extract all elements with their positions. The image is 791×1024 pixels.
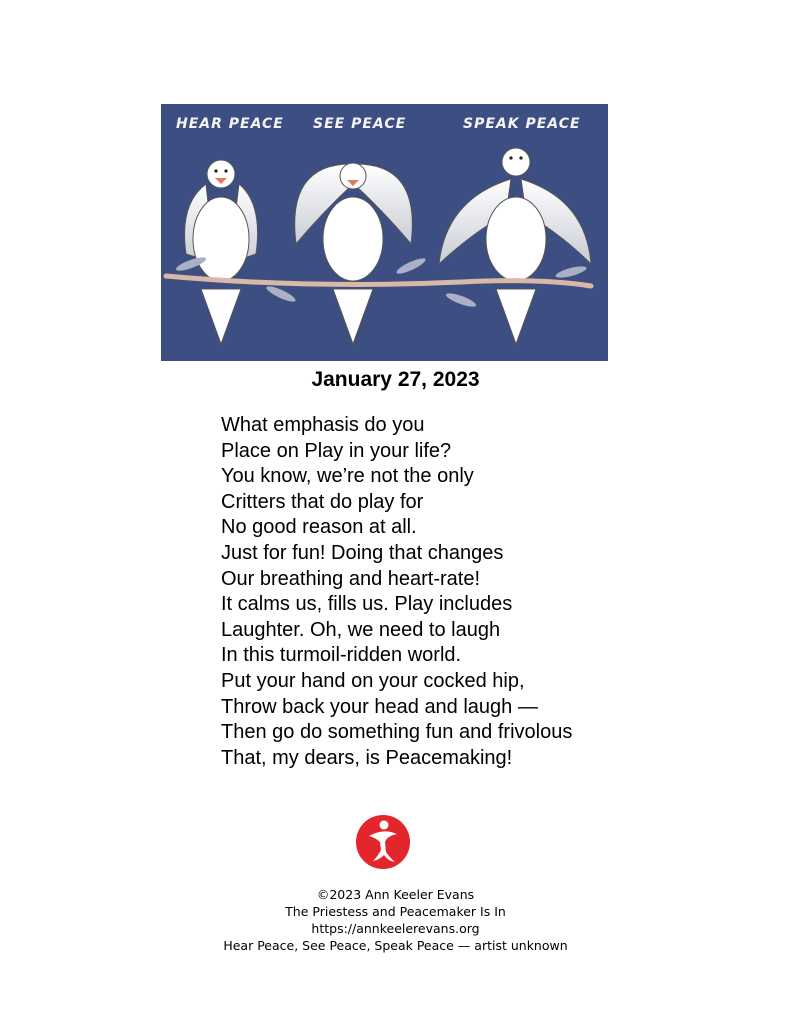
poem-line: Put your hand on your cocked hip, <box>221 669 525 692</box>
doves-illustration <box>161 104 608 361</box>
dove-see-peace-icon <box>295 163 413 344</box>
poem-line: You know, we’re not the only <box>221 465 474 488</box>
caption-hear-peace: HEAR PEACE <box>176 116 284 132</box>
poem-line: Just for fun! Doing that changes <box>221 541 504 564</box>
poem-line: Then go do something fun and frivolous <box>221 721 573 744</box>
dove-speak-peace-icon <box>439 148 591 344</box>
poem-line: Place on Play in your life? <box>221 439 452 462</box>
footer <box>0 886 791 954</box>
poem-line: Laughter. Oh, we need to laugh <box>221 618 501 641</box>
poem-line: Throw back your head and laugh — <box>221 695 538 718</box>
poem-line: That, my dears, is Peacemaking! <box>221 746 513 769</box>
artwork-credit: Hear Peace, See Peace, Speak Peace — artist unknown <box>223 938 568 953</box>
site-tagline: The Priestess and Peacemaker Is In <box>285 904 506 919</box>
caption-see-peace: SEE PEACE <box>313 116 407 132</box>
poem-line: In this turmoil-ridden world. <box>221 644 462 667</box>
poem-line: Our breathing and heart-rate! <box>221 567 481 590</box>
poem-line: It calms us, fills us. Play includes <box>221 593 513 616</box>
website-url[interactable]: https://annkeelerevans.org <box>311 921 480 936</box>
caption-speak-peace: SPEAK PEACE <box>463 116 581 132</box>
poem-date: January 27, 2023 <box>311 368 480 391</box>
peace-doves-artwork <box>161 104 608 361</box>
ake-logo-icon <box>355 814 411 870</box>
poem-line: Critters that do play for <box>221 490 424 513</box>
copyright-line: ©2023 Ann Keeler Evans <box>316 887 475 902</box>
dove-hear-peace-icon <box>185 160 258 344</box>
poem-line: No good reason at all. <box>221 516 417 539</box>
poem-line: What emphasis do you <box>221 414 425 436</box>
poem <box>221 413 572 771</box>
